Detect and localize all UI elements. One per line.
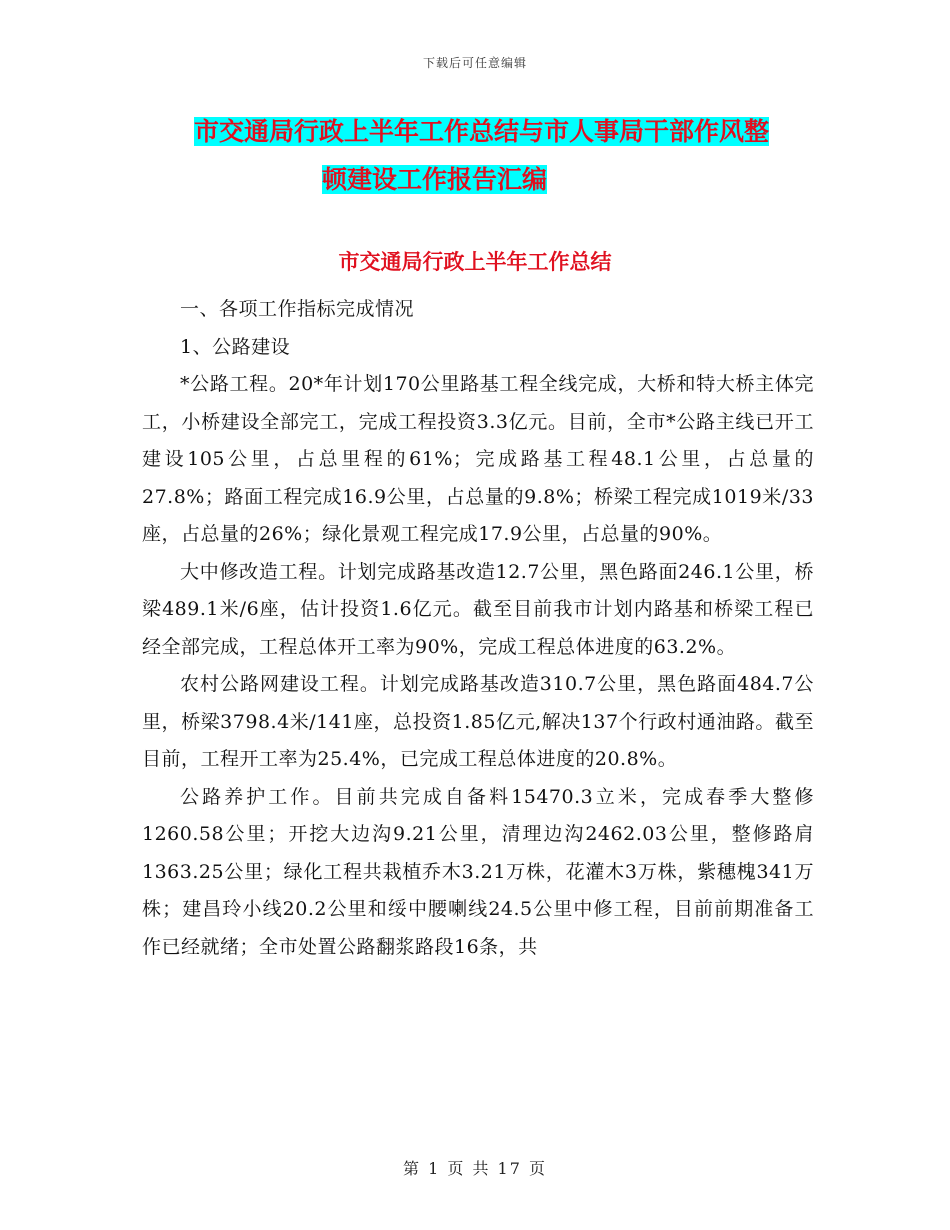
body-text	[142, 291, 814, 966]
paragraph: 1、公路建设	[180, 335, 291, 358]
document-title	[140, 108, 820, 204]
document-title-line-1: 市交通局行政上半年工作总结与市人事局干部作风整	[194, 117, 770, 146]
page-number-footer: 第 1 页 共 17 页	[403, 1159, 547, 1178]
document-title-line-2: 顿建设工作报告汇编	[322, 165, 548, 194]
paragraph: *公路工程。20*年计划170公里路基工程全线完成，大桥和特大桥主体完工，小桥建设全部完工，完成工程投资3.3亿元。目前，全市*公路主线已开工建设105公里，占总里程的61%；完成路基工程48.1公里，占总量的27.8%；路面工程完成16.9公里，占总量的9.8%；桥梁工程完成1019米/33座，占总量的26%；绿化景观工程完成17.9公里，占总量的90%。	[142, 373, 814, 545]
paragraph: 农村公路网建设工程。计划完成路基改造310.7公里，黑色路面484.7公里，桥梁3798.4米/141座，总投资1.85亿元,解决137个行政村通油路。截至目前，工程开工率为25.4%，已完成工程总体进度的20.8%。	[142, 673, 814, 770]
paragraph: 一、各项工作指标完成情况	[180, 298, 415, 320]
page-header-note: 下载后可任意编辑	[422, 56, 527, 70]
paragraph: 大中修改造工程。计划完成路基改造12.7公里，黑色路面246.1公里，桥梁489.1米/6座，估计投资1.6亿元。截至目前我市计划内路基和桥梁工程已经全部完成，工程总体开工率为90%，完成工程总体进度的63.2%。	[142, 560, 814, 658]
section-title: 市交通局行政上半年工作总结	[338, 250, 612, 274]
paragraph: 公路养护工作。目前共完成自备料15470.3立米，完成春季大整修1260.58公里；开挖大边沟9.21公里，清理边沟2462.03公里，整修路肩1363.25公里；绿化工程共栽植乔木3.21万株，花灌木3万株，紫穗槐341万株；建昌玲小线20.2公里和绥中腰喇线24.5公里中修工程，目前前期准备工作已经就绪；全市处置公路翻浆路段16条，共	[142, 785, 814, 958]
